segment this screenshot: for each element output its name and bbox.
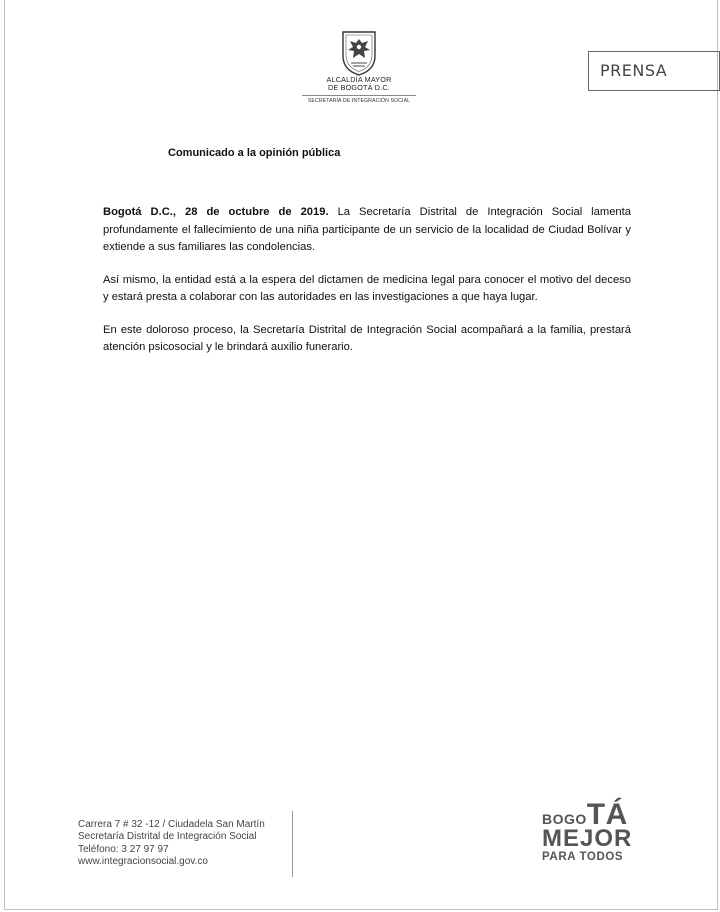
paragraph-1 <box>103 204 631 257</box>
paragraph-1-lead: Bogotá D.C., 28 de octubre de 2019. <box>103 206 329 218</box>
document-body <box>103 204 631 372</box>
paragraph-3: En este doloroso proceso, la Secretaría Distrital de Integración Social acompañará a la familia, prestará atención psicosocial y le brindará auxilio funerario. <box>103 323 631 353</box>
footer-website-link[interactable]: www.integracionsocial.gov.co <box>78 856 208 868</box>
alcaldia-logo <box>302 30 416 104</box>
brand-accent: TÁ <box>586 798 628 831</box>
coat-of-arms-icon <box>339 30 379 76</box>
paragraph-1-text: La Secretaría Distrital de Integración Social lamenta profundamente el fallecimiento de una niña participante de un servicio de la localidad de Ciudad Bolívar y extiende a sus familiares las condolencias. <box>103 206 631 253</box>
footer-contact <box>78 819 265 869</box>
brand-prefix: BOGO <box>542 811 587 827</box>
bogota-mejor-logo <box>542 798 662 864</box>
footer-entity-line: Secretaría Distrital de Integración Social <box>78 831 257 843</box>
logo-subtitle: SECRETARÍA DE INTEGRACIÓN SOCIAL <box>302 95 416 104</box>
brand-row-3: PARA TODOS <box>542 851 624 863</box>
paragraph-2: Así mismo, la entidad está a la espera del dictamen de medicina legal para conocer el motivo del deceso y estará presta a colaborar con las autoridades en las investigaciones a que haya lugar. <box>103 273 631 303</box>
brand-row-2: MEJOR <box>542 825 633 852</box>
document-heading: Comunicado a la opinión pública <box>168 147 341 159</box>
footer-divider <box>292 811 293 877</box>
logo-line-2: DE BOGOTÁ D.C. <box>328 83 390 92</box>
prensa-stamp: PRENSA <box>588 51 720 91</box>
logo-line-1: ALCALDÍA MAYOR <box>326 75 392 84</box>
footer-address-line: Carrera 7 # 32 -12 / Ciudadela San Martín <box>78 819 265 830</box>
footer-phone-line: Teléfono: 3 27 97 97 <box>78 843 169 855</box>
page-border <box>4 0 718 910</box>
